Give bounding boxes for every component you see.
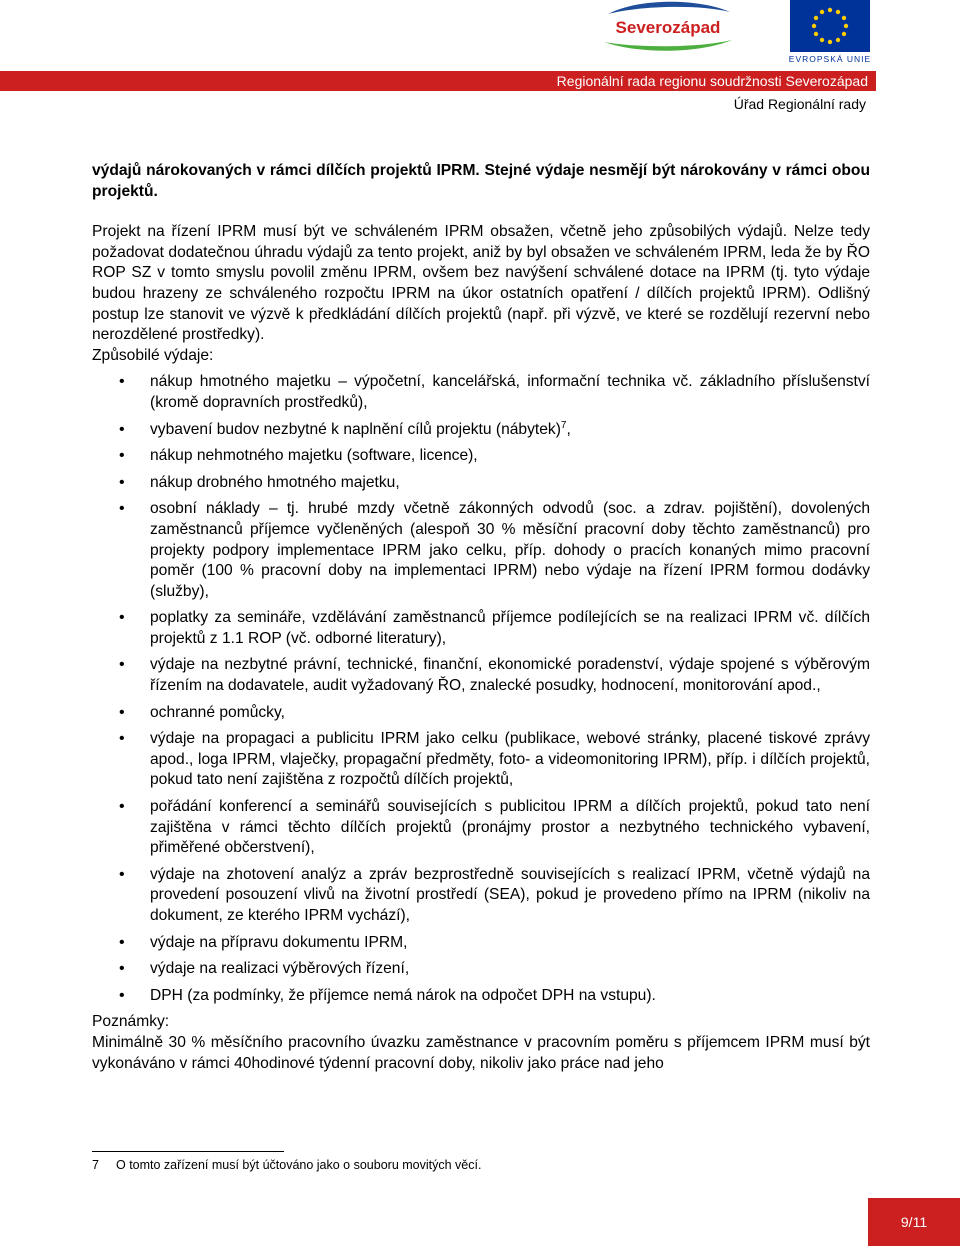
list-item: • DPH (za podmínky, že příjemce nemá nárok na odpočet DPH na vstupu). — [92, 986, 870, 1007]
document-body — [92, 161, 870, 1074]
header-subtitle: Úřad Regionální rady — [733, 96, 866, 112]
list-item: • výdaje na zhotovení analýz a zpráv bezprostředně souvisejících s realizací IPRM, včetně výdajů na provedení posouzení vlivů na životní prostředí (SEA), pokud je provedeno přímo na IPRM (nikoliv na dokument, ze kterého IPRM vychází), — [92, 865, 870, 927]
paragraph-intro: výdajů nárokovaných v rámci dílčích projektů IPRM. Stejné výdaje nesmějí být nárokovány v rámci obou projektů. — [92, 162, 870, 200]
page-number: 9/11 — [868, 1198, 960, 1246]
footnote-ref: 7 — [560, 419, 567, 431]
section-heading: Způsobilé výdaje: — [92, 346, 214, 364]
notes-heading: Poznámky: — [92, 1013, 170, 1031]
page-header — [0, 0, 960, 140]
list-item: • výdaje na realizaci výběrových řízení, — [92, 959, 870, 980]
footnote — [92, 1158, 481, 1172]
footnote-divider — [92, 1151, 284, 1152]
list-item — [92, 420, 870, 441]
eligible-expenses-list — [92, 372, 870, 1006]
banner-text: Regionální rada regionu soudržnosti Severozápad — [556, 73, 868, 89]
list-item: • výdaje na propagaci a publicitu IPRM jako celku (publikace, webové stránky, placené tiskové zprávy apod., loga IPRM, vlaječky, propagační předměty, foto- a videomonitoring IPRM), příp. i dílčích projektů, pokud tato není zajištěna z rozpočtů dílčích projektů, — [92, 729, 870, 791]
eu-text: EVROPSKÁ UNIE — [788, 54, 872, 64]
list-item: • pořádání konferencí a seminářů souvisejících s publicitou IPRM a dílčích projektů, pokud tato není zajištěna v rámci těchto dílčích projektů (pronájmy prostor a nezbytného technického vybavení, přiměřené občerstvení), — [92, 797, 870, 859]
logo-text: Severozápad — [615, 18, 721, 37]
list-item: • nákup nehmotného majetku (software, licence), — [92, 446, 870, 467]
list-item: • nákup hmotného majetku – výpočetní, kancelářská, informační technika vč. základního příslušenství (kromě dopravních prostředků), — [92, 372, 870, 413]
list-item: • výdaje na nezbytné právní, technické, finanční, ekonomické poradenství, výdaje spojené s výběrovým řízením na dodavatele, audit vyžadovaný ŘO, znalecké posudky, hodnocení, monitorování apod., — [92, 655, 870, 696]
footnote-text: O tomto zařízení musí být účtováno jako o souboru movitých věcí. — [116, 1158, 482, 1172]
list-item: • osobní náklady – tj. hrubé mzdy včetně zákonných odvodů (soc. a zdrav. pojištění), dovolených zaměstnanců příjemce vyčleněných (alespoň 30 % měsíční pracovní doby těchto zaměstnanců) pro projekty podpory implementace IPRM jako celku, příp. dohody o pracích konaných mimo pracovní poměr (100 % pracovní doby na implementaci IPRM) nebo výdaje na řízení IPRM formou dodávky (služby), — [92, 499, 870, 602]
header-banner — [0, 71, 876, 91]
notes-text: Minimálně 30 % měsíčního pracovního úvazku zaměstnance v pracovním poměru s příjemcem IPRM musí být vykonáváno v rámci 40hodinové týdenní pracovní doby, nikoliv jako práce nad jeho — [92, 1033, 870, 1072]
list-item: • výdaje na přípravu dokumentu IPRM, — [92, 933, 870, 954]
paragraph-main: Projekt na řízení IPRM musí být ve schváleném IPRM obsažen, včetně jeho způsobilých výdajů. Nelze tedy požadovat dodatečnou úhradu výdajů za tento projekt, aniž by byl obsažen ve schváleném IPRM, leda že by ŘO ROP SZ v tomto smyslu povolil změnu IPRM, ovšem bez navýšení schválené dotace na IPRM (tj. tyto výdaje budou hrazeny ze schváleného rozpočtu IPRM na úkor ostatních opatření / dílčích projektů IPRM). Odlišný postup lze stanovit ve výzvě k předkládání dílčích projektů (např. při výzvě, ve které se rozdělují rezervní nebo nerozdělené prostředky). — [92, 223, 870, 344]
list-item-text: vybavení budov nezbytné k naplnění cílů projektu (nábytek) — [150, 420, 561, 438]
footnote-number: 7 — [92, 1158, 99, 1172]
eu-flag-icon — [788, 0, 872, 64]
list-item-tail: , — [566, 420, 571, 438]
severozapad-logo — [598, 0, 738, 52]
list-item: • nákup drobného hmotného majetku, — [92, 473, 870, 494]
list-item: • ochranné pomůcky, — [92, 703, 870, 724]
list-item: • poplatky za semináře, vzdělávání zaměstnanců příjemce podílejících se na realizaci IPRM vč. dílčích projektů z 1.1 ROP (vč. odborné literatury), — [92, 608, 870, 649]
